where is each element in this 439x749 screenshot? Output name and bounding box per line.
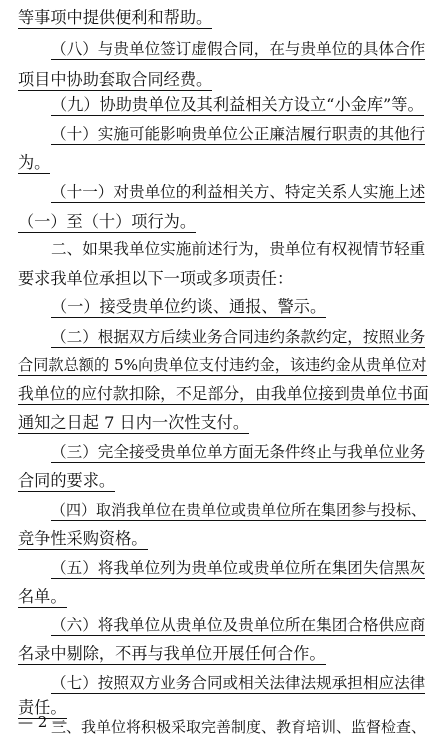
- text-line: （七）按照双方业务合同或相关法律法规承担相应法律: [51, 674, 426, 692]
- text-line: 等事项中提供便利和帮助。: [18, 8, 213, 27]
- text-line: （五）将我单位列为贵单位或贵单位所在集团失信黑灰: [51, 559, 426, 577]
- text-line: （六）将我单位从贵单位及贵单位所在集团合格供应商: [51, 616, 426, 634]
- text-line: （九）协助贵单位及其利益相关方设立“小金库”等。: [51, 95, 424, 114]
- text-line: （二）根据双方后续业务合同违约条款约定，按照业务: [51, 328, 426, 346]
- page-number: — 2 —: [18, 713, 68, 731]
- text-line: 二、如果我单位实施前述行为，贵单位有权视情节轻重: [51, 240, 426, 258]
- text-line: （八）与贵单位签订虚假合同，在与贵单位的具体合作: [51, 40, 426, 58]
- text-line: 通知之日起 7 日内一次性支付。: [18, 413, 250, 432]
- text-line: （一）接受贵单位约谈、通报、警示。: [51, 297, 327, 316]
- text-line: （四）取消我单位在贵单位或贵单位所在集团参与投标、: [51, 501, 427, 519]
- text-line: 三、我单位将积极采取完善制度、教育培训、监督检查、: [51, 718, 427, 736]
- text-line: 合同款总额的 5%向贵单位支付违约金，该违约金从贵单位对: [18, 356, 427, 374]
- text-line: 项目中协助套取合同经费。: [18, 70, 213, 89]
- text-line: 竞争性采购资格。: [18, 529, 148, 548]
- text-line: 要求我单位承担以下一项或多项责任：: [18, 269, 294, 288]
- text-line: 责任。: [18, 698, 67, 717]
- text-line: 我单位的应付款扣除，不足部分，由我单位接到贵单位书面: [18, 384, 429, 403]
- text-line: （十一）对贵单位的利益相关方、特定关系人实施上述: [51, 183, 426, 201]
- text-line: 名单。: [18, 587, 67, 606]
- text-line: 为。: [18, 153, 51, 172]
- text-line: （一）至（十）项行为。: [18, 212, 197, 231]
- text-line: （十）实施可能影响贵单位公正廉洁履行职责的其他行: [51, 125, 426, 143]
- text-line: （三）完全接受贵单位单方面无条件终止与我单位业务: [51, 443, 426, 461]
- text-line: 名录中剔除，不再与我单位开展任何合作。: [18, 644, 326, 663]
- text-line: 合同的要求。: [18, 471, 116, 490]
